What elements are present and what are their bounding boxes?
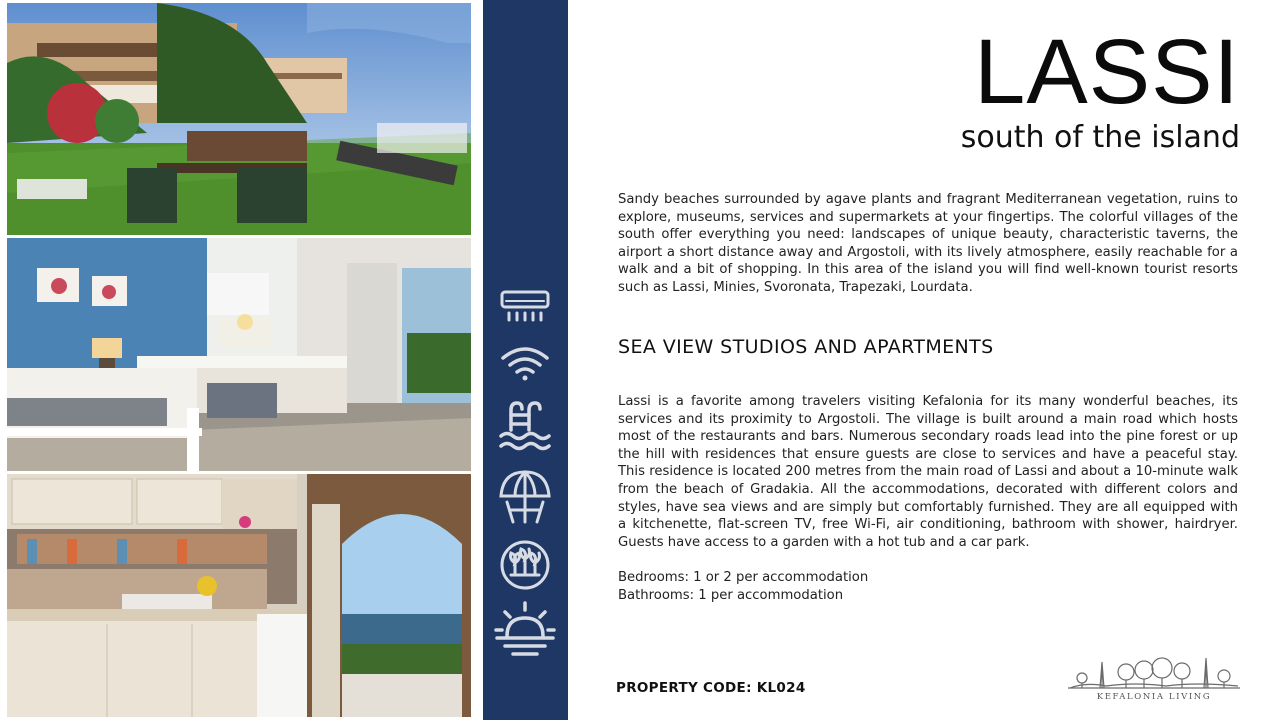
kefalonia-living-logo (1066, 652, 1242, 708)
pool-icon (491, 400, 559, 452)
page-title: LASSI (974, 21, 1240, 123)
bedroom-photo (7, 238, 471, 471)
bedrooms-info: Bedrooms: 1 or 2 per accommodation (618, 570, 869, 585)
garden-photo (7, 3, 471, 235)
intro-paragraph: Sandy beaches surrounded by agave plants and fragrant Mediterranean vegetation, ruins to explore, museums, services and supermarkets at your fingertips. The colorful villages of the south offer everything you need: landscapes of unique beauty, characteristic taverns, the airport a short distance away and Argostoli, with its lively atmosphere, easily reachable for a walk and a bit of shopping. In this area of the island you will find well-known tourist resorts such as Lassi, Minies, Svoronata, Trapezaki, Lourdata. (618, 192, 1238, 295)
section-heading: SEA VIEW STUDIOS AND APARTMENTS (618, 336, 994, 358)
logo-text: KEFALONIA LIVING (1096, 692, 1212, 702)
kitchen-photo (7, 474, 471, 717)
description-paragraph: Lassi is a favorite among travelers visiting Kefalonia for its many wonderful beaches, its services and its proximity to Argostoli. The village is built around a main road which hosts most of the restaurants and bars. Numerous secondary roads lead into the pine forest or up the hill with residences that ensure guests are close to services and have a peaceful stay. This residence is located 200 metres from the main road of Lassi and about a 10-minute walk from the beach of Gradakia. All the accommodations, decorated with different colors and styles, have sea views and are simply but comfortably furnished. They are all equipped with a kitchenette, flat-screen TV, free Wi-Fi, air conditioning, bathroom with shower, hairdryer. Guests have access to a garden with a hot tub and a car park. (618, 394, 1238, 550)
sunset-icon (491, 600, 559, 658)
wifi-icon (491, 344, 559, 382)
air-conditioner-icon (491, 289, 559, 323)
bathrooms-info: Bathrooms: 1 per accommodation (618, 587, 844, 603)
garden-icon (491, 539, 559, 591)
beach-umbrella-icon (491, 468, 559, 526)
page-subtitle: south of the island (960, 120, 1240, 155)
accommodation-facts (618, 569, 868, 604)
property-code: PROPERTY CODE: KL024 (616, 680, 806, 696)
